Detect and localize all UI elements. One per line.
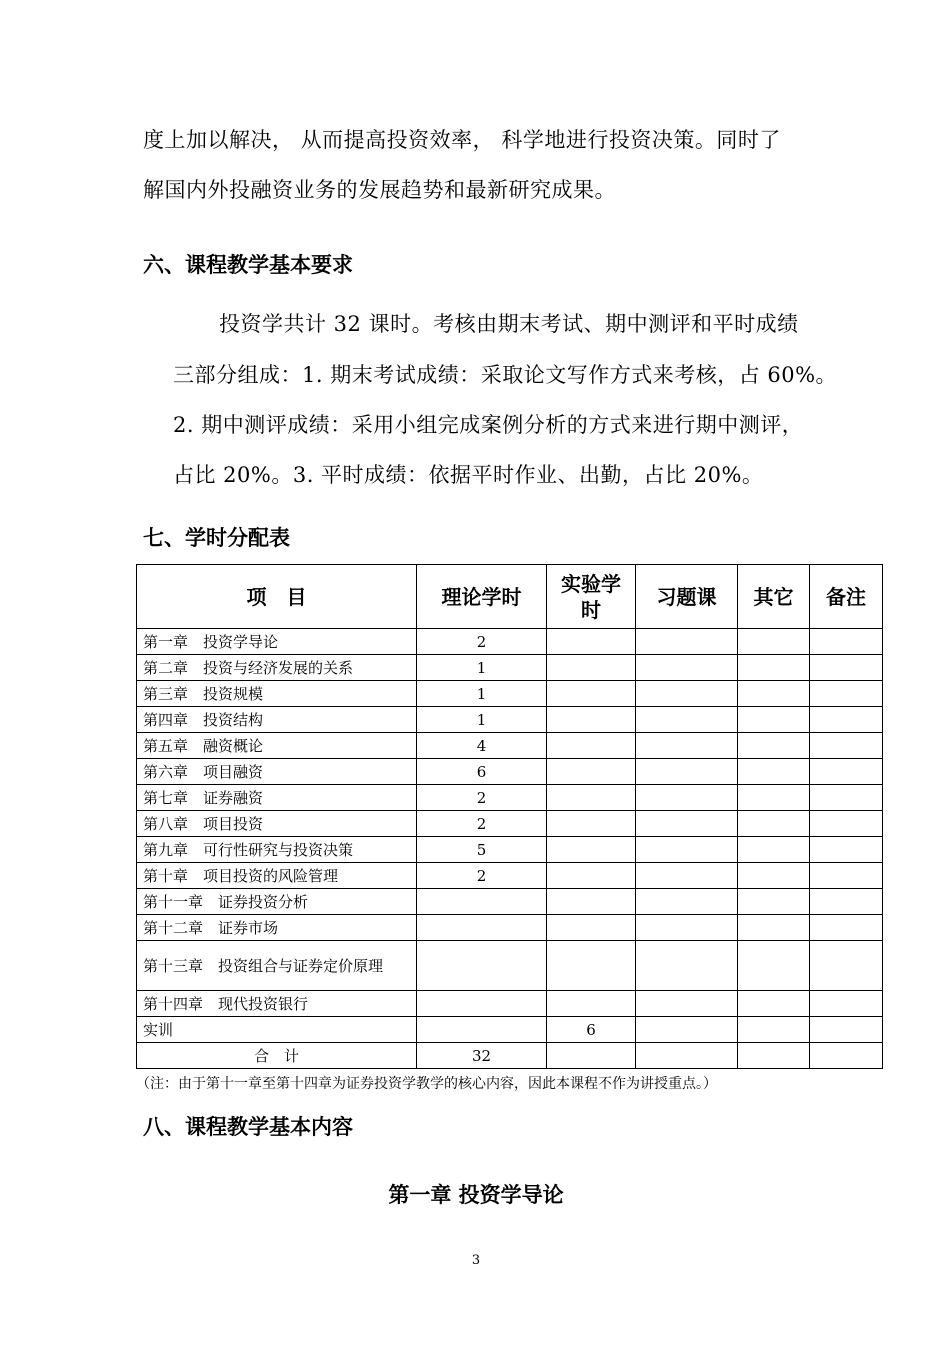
row-remark: [810, 941, 883, 991]
row-theory: 1: [417, 655, 547, 681]
row-theory: [417, 889, 547, 915]
table-row: [137, 655, 883, 681]
row-theory: 1: [417, 681, 547, 707]
total-lab: [547, 1043, 636, 1069]
col-header-item: 项 目: [137, 565, 417, 629]
table-row: [137, 707, 883, 733]
row-remark: [810, 889, 883, 915]
row-exercise: [636, 915, 738, 941]
row-item: 第二章 投资与经济发展的关系: [137, 655, 417, 681]
row-item: 第十一章 证券投资分析: [137, 889, 417, 915]
row-theory: [417, 1017, 547, 1043]
total-remark: [810, 1043, 883, 1069]
row-theory: [417, 915, 547, 941]
row-other: [738, 991, 810, 1017]
row-other: [738, 811, 810, 837]
total-other: [738, 1043, 810, 1069]
table-row: [137, 837, 883, 863]
row-other: [738, 707, 810, 733]
row-item: 第四章 投资结构: [137, 707, 417, 733]
row-theory: 2: [417, 863, 547, 889]
row-lab: [547, 759, 636, 785]
row-theory: 6: [417, 759, 547, 785]
intro-line-1: 度上加以解决， 从而提高投资效率， 科学地进行投资决策。同时了: [143, 128, 781, 152]
total-theory: 32: [417, 1043, 547, 1069]
table-row: [137, 733, 883, 759]
row-exercise: [636, 785, 738, 811]
table-total-row: [137, 1043, 883, 1069]
row-other: [738, 837, 810, 863]
row-other: [738, 733, 810, 759]
row-exercise: [636, 707, 738, 733]
section6-line-1: 投资学共计 32 课时。考核由期末考试、期中测评和平时成绩: [219, 312, 799, 336]
row-item: 第十三章 投资组合与证券定价原理: [137, 941, 417, 991]
col-header-lab: 实验学时: [547, 565, 636, 629]
section6-line-2: 三部分组成：1. 期末考试成绩：采取论文写作方式来考核，占 60%。: [173, 363, 838, 387]
row-other: [738, 655, 810, 681]
row-other: [738, 759, 810, 785]
row-remark: [810, 837, 883, 863]
col-header-theory: 理论学时: [417, 565, 547, 629]
row-exercise: [636, 889, 738, 915]
section6-heading: 六、课程教学基本要求: [143, 253, 353, 277]
row-remark: [810, 759, 883, 785]
row-lab: [547, 681, 636, 707]
col-header-other: 其它: [738, 565, 810, 629]
row-remark: [810, 863, 883, 889]
row-item: 第九章 可行性研究与投资决策: [137, 837, 417, 863]
row-exercise: [636, 681, 738, 707]
table-row: [137, 785, 883, 811]
row-theory: 5: [417, 837, 547, 863]
row-lab: [547, 811, 636, 837]
row-exercise: [636, 991, 738, 1017]
table-row: [137, 681, 883, 707]
table-row: [137, 941, 883, 991]
row-theory: [417, 991, 547, 1017]
row-exercise: [636, 733, 738, 759]
row-exercise: [636, 759, 738, 785]
table-row: [137, 629, 883, 655]
row-item: 第五章 融资概论: [137, 733, 417, 759]
row-remark: [810, 733, 883, 759]
table-row: [137, 759, 883, 785]
table-header-row: [137, 565, 883, 629]
row-lab: [547, 707, 636, 733]
table-note: （注：由于第十一章至第十四章为证券投资学教学的核心内容，因此本课程不作为讲授重点。）: [136, 1076, 717, 1092]
row-exercise: [636, 1017, 738, 1043]
table-row: [137, 889, 883, 915]
table-row: [137, 991, 883, 1017]
row-lab: [547, 655, 636, 681]
section8-heading: 八、课程教学基本内容: [143, 1115, 353, 1139]
row-item: 第三章 投资规模: [137, 681, 417, 707]
table-row: [137, 915, 883, 941]
row-item: 第一章 投资学导论: [137, 629, 417, 655]
section6-line-3: 2. 期中测评成绩：采用小组完成案例分析的方式来进行期中测评，: [173, 413, 804, 437]
col-header-exercise: 习题课: [636, 565, 738, 629]
row-item: 第六章 项目融资: [137, 759, 417, 785]
row-lab: [547, 785, 636, 811]
row-remark: [810, 1017, 883, 1043]
row-item: 第十章 项目投资的风险管理: [137, 863, 417, 889]
row-remark: [810, 915, 883, 941]
hours-allocation-table: [136, 564, 883, 1069]
row-other: [738, 1017, 810, 1043]
row-theory: 1: [417, 707, 547, 733]
row-exercise: [636, 655, 738, 681]
row-lab: [547, 629, 636, 655]
row-theory: 2: [417, 629, 547, 655]
row-remark: [810, 655, 883, 681]
row-remark: [810, 681, 883, 707]
row-other: [738, 915, 810, 941]
intro-line-2: 解国内外投融资业务的发展趋势和最新研究成果。: [143, 178, 616, 202]
row-lab: [547, 915, 636, 941]
total-exercise: [636, 1043, 738, 1069]
section6-line-4: 占比 20%。3. 平时成绩：依据平时作业、出勤，占比 20%。: [173, 463, 764, 487]
row-theory: 2: [417, 785, 547, 811]
row-other: [738, 863, 810, 889]
row-exercise: [636, 941, 738, 991]
row-lab: 6: [547, 1017, 636, 1043]
row-lab: [547, 889, 636, 915]
row-remark: [810, 991, 883, 1017]
row-theory: 4: [417, 733, 547, 759]
row-item: 第七章 证券融资: [137, 785, 417, 811]
row-item: 第十四章 现代投资银行: [137, 991, 417, 1017]
row-remark: [810, 785, 883, 811]
row-lab: [547, 991, 636, 1017]
row-other: [738, 889, 810, 915]
row-lab: [547, 733, 636, 759]
row-item: 实训: [137, 1017, 417, 1043]
row-theory: 2: [417, 811, 547, 837]
row-other: [738, 629, 810, 655]
row-exercise: [636, 837, 738, 863]
table-row: [137, 811, 883, 837]
table-row: [137, 1017, 883, 1043]
table-row: [137, 863, 883, 889]
total-label: 合 计: [137, 1043, 417, 1069]
page-number: 3: [471, 1253, 481, 1268]
row-exercise: [636, 811, 738, 837]
row-item: 第十二章 证券市场: [137, 915, 417, 941]
row-theory: [417, 941, 547, 991]
row-lab: [547, 941, 636, 991]
row-remark: [810, 629, 883, 655]
col-header-remark: 备注: [810, 565, 883, 629]
row-remark: [810, 811, 883, 837]
row-other: [738, 941, 810, 991]
row-other: [738, 785, 810, 811]
chapter-title: 第一章 投资学导论: [388, 1183, 564, 1207]
row-other: [738, 681, 810, 707]
row-exercise: [636, 629, 738, 655]
section7-heading: 七、学时分配表: [143, 526, 290, 550]
row-exercise: [636, 863, 738, 889]
row-remark: [810, 707, 883, 733]
row-item: 第八章 项目投资: [137, 811, 417, 837]
row-lab: [547, 863, 636, 889]
row-lab: [547, 837, 636, 863]
